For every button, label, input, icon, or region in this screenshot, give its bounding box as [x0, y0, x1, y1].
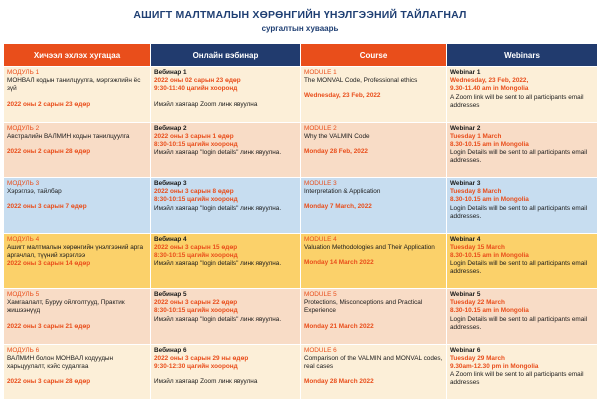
- webinar-en-note: Login Details will be sent to all participants email addresses.: [450, 149, 588, 165]
- webinar-en-cell: [447, 67, 598, 123]
- course-title: MODULE 6: [304, 346, 337, 354]
- module-description: МОНВАЛ кодын танилцуулга, мэргэжлийн ёс зүй: [7, 77, 141, 93]
- webinar-note: Имэйл хаягаар Zoom линк явуулна: [154, 100, 258, 108]
- course-title: MODULE 5: [304, 291, 337, 298]
- webinar-en-time: 8.30-10.15 am in Mongolia: [450, 251, 529, 259]
- table-row: [4, 122, 598, 178]
- webinar-date: 2022 оны 3 сарын 1 өдөр: [154, 132, 234, 140]
- module-title: МОДУЛЬ 3: [7, 180, 40, 187]
- webinar-title: Вебинар 4: [154, 235, 187, 243]
- webinar-title: Вебинар 5: [154, 291, 187, 298]
- webinar-en-date: Tuesday 22 March: [450, 299, 505, 307]
- webinar-mn-cell: [151, 122, 301, 178]
- course-cell: [301, 122, 447, 178]
- webinar-time: 8:30-10:15 цагийн хооронд: [154, 140, 238, 148]
- course-cell: [301, 344, 447, 400]
- webinar-date: 2022 оны 3 сарын 8 өдөр: [154, 188, 234, 196]
- table-row: [4, 233, 598, 289]
- webinar-en-note: A Zoom link will be sent to all participants email addresses: [450, 371, 584, 387]
- column-header-course: Course: [301, 44, 447, 67]
- webinar-date: 2022 оны 3 сарын 29 ны өдөр: [154, 354, 249, 362]
- webinar-title: Вебинар 2: [154, 124, 187, 132]
- module-date: 2022 оны 3 сарын 14 өдөр: [7, 260, 91, 268]
- module-cell: [4, 67, 151, 123]
- module-description: Ашигт малтмалын хөрөнгийн үнэлгээний арга аргачлал, түүний хэрэглээ: [7, 243, 144, 259]
- webinar-en-date: Tuesday 15 March: [450, 243, 505, 251]
- course-title: MODULE 4: [304, 235, 337, 243]
- table-row: [4, 67, 598, 123]
- course-description: Valuation Methodologies and Their Application: [304, 243, 435, 251]
- course-date: Monday 28 March 2022: [304, 378, 374, 386]
- module-date: 2022 оны 3 сарын 28 өдөр: [7, 378, 91, 386]
- webinar-en-note: Login Details will be sent to all participants email addresses.: [450, 260, 588, 276]
- course-description: Interpretation & Application: [304, 188, 381, 196]
- webinar-en-title: Webinar 4: [450, 235, 481, 243]
- module-title: МОДУЛЬ 1: [7, 69, 40, 76]
- webinar-en-cell: [447, 289, 598, 345]
- webinar-mn-cell: [151, 344, 301, 400]
- webinar-en-note: A Zoom link will be sent to all participants email addresses: [450, 93, 584, 109]
- webinar-en-date: Tuesday 1 March: [450, 132, 502, 140]
- course-description: Why the VALMIN Code: [304, 132, 370, 140]
- webinar-time: 8:30-10:15 цагийн хооронд: [154, 307, 238, 315]
- webinar-en-time: 9.30-11.40 am in Mongolia: [450, 85, 529, 93]
- module-title: МОДУЛЬ 5: [7, 291, 40, 298]
- module-date: 2022 оны 2 сарын 28 өдөр: [7, 147, 91, 155]
- course-title: MODULE 2: [304, 124, 337, 132]
- column-header-webinars: Webinars: [447, 44, 598, 67]
- webinar-en-cell: [447, 122, 598, 178]
- webinar-mn-cell: [151, 178, 301, 234]
- webinar-en-cell: [447, 178, 598, 234]
- table-row: [4, 289, 598, 345]
- webinar-en-title: Webinar 3: [450, 180, 481, 187]
- module-title: МОДУЛЬ 2: [7, 124, 40, 132]
- course-cell: [301, 178, 447, 234]
- module-cell: [4, 289, 151, 345]
- webinar-time: 8:30-10:15 цагийн хооронд: [154, 196, 238, 204]
- course-date: Monday 14 March 2022: [304, 258, 374, 266]
- course-date: Monday 28 Feb, 2022: [304, 147, 368, 155]
- course-date: Monday 7 March, 2022: [304, 203, 372, 211]
- course-description: Protections, Misconceptions and Practical Experience: [304, 299, 423, 315]
- course-cell: [301, 289, 447, 345]
- webinar-en-note: Login Details will be sent to all participants email addresses.: [450, 315, 588, 331]
- webinar-en-cell: [447, 233, 598, 289]
- column-header-online-webinar: Онлайн вэбинар: [151, 44, 301, 67]
- course-description: Comparison of the VALMIN and MONVAL codes, real cases: [304, 354, 443, 370]
- webinar-en-time: 8.30-10.15 am in Mongolia: [450, 307, 529, 315]
- webinar-en-note: Login Details will be sent to all participants email addresses.: [450, 204, 588, 220]
- column-header-start-date: Хичээл эхлэх хугацаа: [4, 44, 151, 67]
- webinar-en-date: Tuesday 8 March: [450, 188, 502, 196]
- webinar-date: 2022 оны 02 сарын 23 өдөр: [154, 77, 241, 85]
- module-description: ВАЛМИН болон МОНВАЛ кодуудын харьцуулалт, кэйс судалгаа: [7, 354, 114, 370]
- module-cell: [4, 122, 151, 178]
- module-description: Хэрэглээ, тайлбар: [7, 188, 62, 196]
- webinar-en-time: 8.30-10.15 am in Mongolia: [450, 196, 529, 204]
- module-description: Хамгаалалт, Буруу ойлголтууд, Практик жишээнүүд: [7, 299, 125, 315]
- webinar-mn-cell: [151, 67, 301, 123]
- course-date: Monday 21 March 2022: [304, 322, 374, 330]
- webinar-title: Вебинар 6: [154, 346, 187, 354]
- module-title: МОДУЛЬ 6: [7, 346, 40, 354]
- course-description: The MONVAL Code, Professional ethics: [304, 77, 418, 85]
- document-subtitle: сургалтын хуваарь: [261, 24, 339, 33]
- webinar-note: Имэйл хаягаар "login details" линк явуулна.: [154, 204, 282, 212]
- webinar-en-time: 8.30-10.15 am in Mongolia: [450, 140, 529, 148]
- webinar-en-title: Webinar 1: [450, 69, 481, 76]
- webinar-en-date: Tuesday 29 March: [450, 354, 505, 362]
- webinar-en-title: Webinar 2: [450, 124, 481, 132]
- webinar-date: 2022 оны 3 сарын 22 өдөр: [154, 299, 238, 307]
- webinar-title: Вебинар 1: [154, 69, 187, 76]
- webinar-mn-cell: [151, 233, 301, 289]
- course-date: Wednesday, 23 Feb, 2022: [304, 92, 381, 100]
- schedule-table: [3, 43, 598, 400]
- table-header-row: [4, 44, 598, 67]
- webinar-en-title: Webinar 6: [450, 346, 481, 354]
- webinar-date: 2022 оны 3 сарын 15 өдөр: [154, 243, 238, 251]
- webinar-note: Имэйл хаягаар "login details" линк явуулна.: [154, 260, 282, 268]
- module-cell: [4, 178, 151, 234]
- webinar-note: Имэйл хаягаар "login details" линк явуулна.: [154, 149, 282, 157]
- course-cell: [301, 233, 447, 289]
- webinar-time: 8:30-10:15 цагийн хооронд: [154, 251, 238, 259]
- module-date: 2022 оны 3 сарын 21 өдөр: [7, 322, 91, 330]
- webinar-title: Вебинар 3: [154, 180, 187, 187]
- webinar-en-cell: [447, 344, 598, 400]
- table-row: [4, 178, 598, 234]
- module-cell: [4, 233, 151, 289]
- webinar-mn-cell: [151, 289, 301, 345]
- webinar-note: Имэйл хаягаар "login details" линк явуулна.: [154, 315, 282, 323]
- webinar-en-date: Wednesday, 23 Feb, 2022,: [450, 77, 529, 85]
- module-title: МОДУЛЬ 4: [7, 235, 40, 243]
- document-title: АШИГТ МАЛТМАЛЫН ХӨРӨНГИЙН ҮНЭЛГЭЭНИЙ ТАЙЛАГНАЛ: [133, 9, 467, 21]
- course-cell: [301, 67, 447, 123]
- webinar-en-title: Webinar 5: [450, 291, 481, 298]
- module-date: 2022 оны 3 сарын 7 өдөр: [7, 203, 87, 211]
- table-row: [4, 344, 598, 400]
- webinar-en-time: 9.30am-12.30 pm in Mongolia: [450, 362, 539, 370]
- module-cell: [4, 344, 151, 400]
- course-title: MODULE 1: [304, 69, 337, 76]
- module-date: 2022 оны 2 сарын 23 өдөр: [7, 100, 91, 108]
- webinar-note: Имэйл хаягаар Zoom линк явуулна: [154, 378, 258, 386]
- course-title: MODULE 3: [304, 180, 337, 187]
- webinar-time: 9:30-11:40 цагийн хооронд: [154, 85, 238, 93]
- module-description: Австралийн ВАЛМИН кодын танилцуулга: [7, 132, 130, 140]
- webinar-time: 9:30-12:30 цагийн хооронд: [154, 362, 238, 370]
